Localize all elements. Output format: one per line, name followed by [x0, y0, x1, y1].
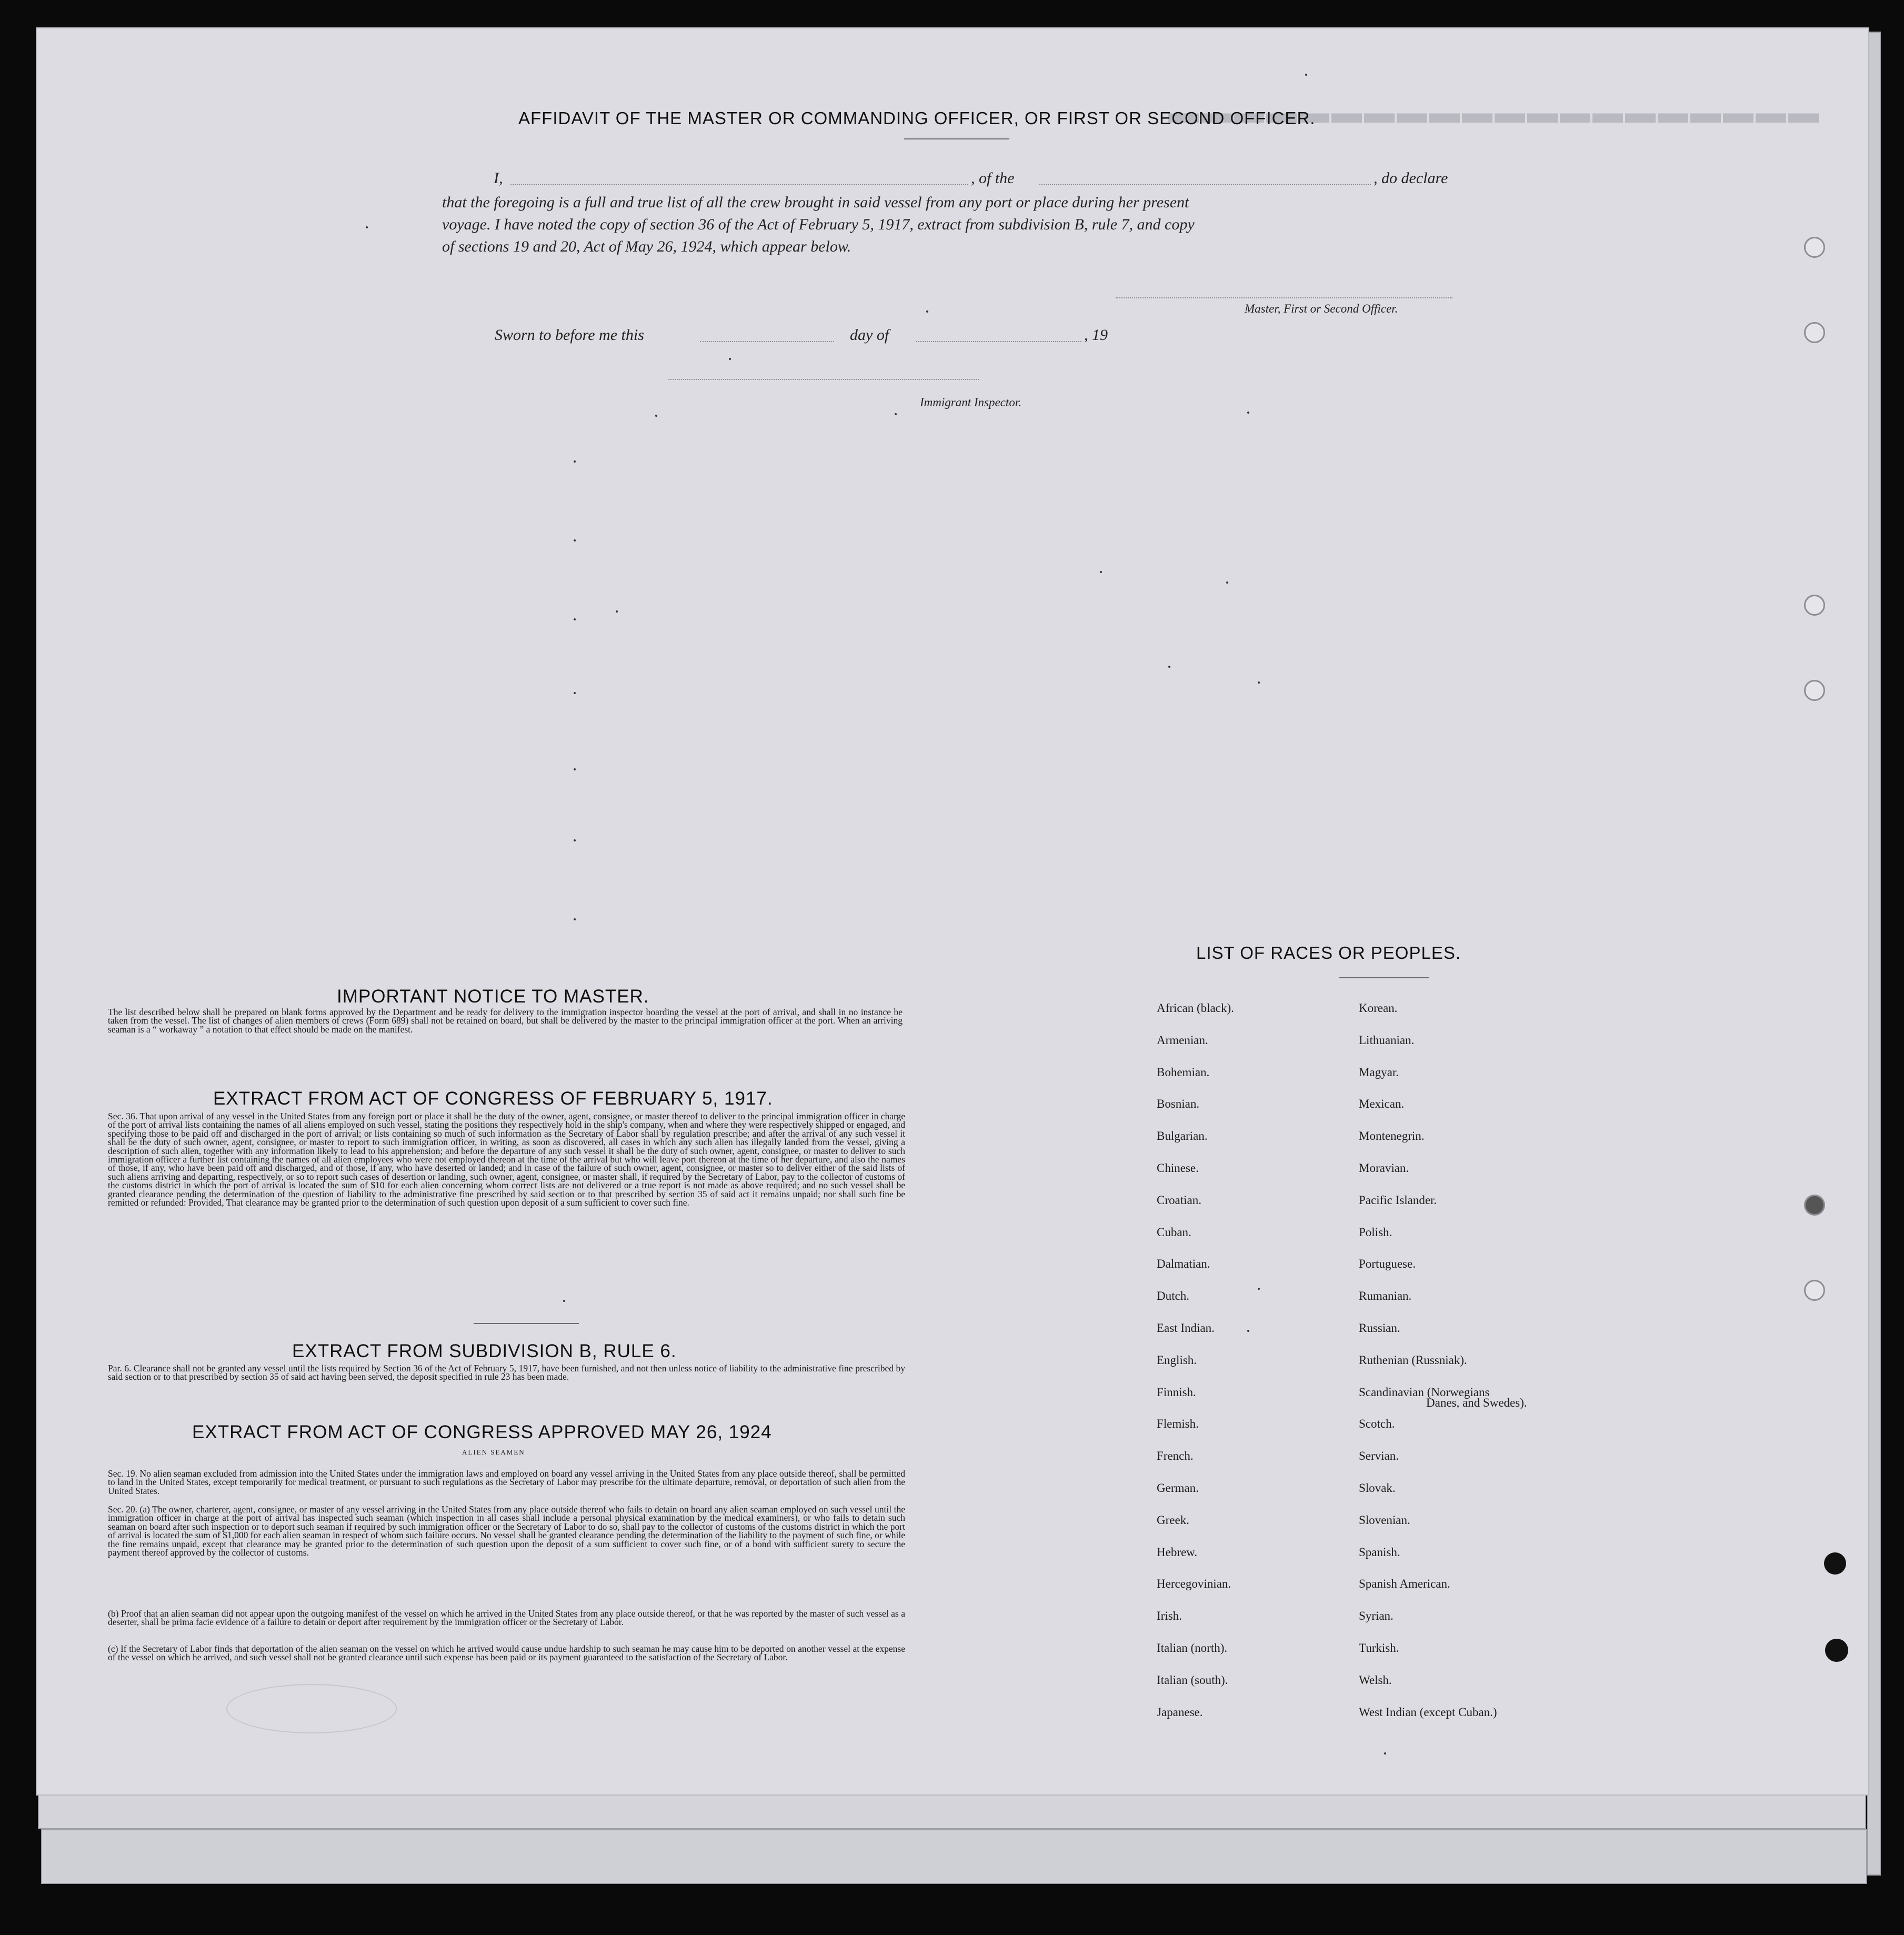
race-item: Lithuanian. — [1359, 1033, 1415, 1047]
race-item: Slovenian. — [1359, 1513, 1410, 1527]
sworn-month-blank — [916, 341, 1081, 342]
paper-speck — [1384, 1752, 1386, 1754]
race-item: African (black). — [1157, 1001, 1234, 1015]
paper-speck — [1305, 74, 1307, 76]
paper-speck — [1247, 412, 1249, 414]
race-item: Korean. — [1359, 1001, 1398, 1015]
race-item: Cuban. — [1157, 1225, 1191, 1239]
race-item: Moravian. — [1359, 1161, 1409, 1175]
notice-title: IMPORTANT NOTICE TO MASTER. — [337, 986, 649, 1007]
race-item: Dalmatian. — [1157, 1257, 1210, 1271]
punch-hole-dark — [1825, 1639, 1848, 1662]
race-item: Syrian. — [1359, 1609, 1394, 1623]
punch-hole — [1804, 1195, 1825, 1216]
name-blank — [510, 184, 968, 185]
page-stack-bottom-edge-lower — [41, 1829, 1867, 1884]
declaration-line-2: that the foregoing is a full and true list of all the crew brought in said vessel from any port or place during her present — [442, 194, 1189, 211]
extract-1924-title: EXTRACT FROM ACT OF CONGRESS APPROVED MAY 26, 1924 — [192, 1422, 772, 1442]
punch-hole — [1804, 322, 1825, 343]
race-item: Armenian. — [1157, 1033, 1208, 1047]
paper-speck — [574, 618, 576, 620]
affidavit-title: AFFIDAVIT OF THE MASTER OR COMMANDING OFFICER, OR FIRST OR SECOND OFFICER. — [518, 108, 1316, 128]
race-item: Montenegrin. — [1359, 1129, 1425, 1143]
race-item: Magyar. — [1359, 1065, 1399, 1079]
sworn-text: Sworn to before me this — [495, 326, 644, 344]
race-item: Ruthenian (Russniak). — [1359, 1353, 1467, 1367]
extract-1917-body: Sec. 36. That upon arrival of any vessel in the United States from any foreign port or place it shall be the duty of the owner, agent, consignee, or master thereof to deliver to the principal immigration officer in charge of the port of arrival lists containing the names of all aliens employed on such vessel, stating the positions they respectively hold in the ship's company, when and where they were respectively shipped or engaged, and specifying those to be paid off and discharged in the port of arrival; or lists containing so much of such information as the Secretary of Labor shall by regulation prescribe; and after the arrival of any such vessel it shall be the duty of such owner, agent, consignee, or master to report to such immigration officer, in writing, as soon as discovered, all cases in which any such alien has illegally landed from the vessel, giving a description of such alien, together with any information likely to lead to his apprehension; and before the departure of any such vessel it shall be the duty of such owner, agent, consignee, or master to deliver to such immigration officer a further list containing the names of all alien employees who were not employed thereon at the time of the arrival but who will leave port thereon at the time of her departure, and also the names of those, if any, who have been paid off and discharged, and of those, if any, who have deserted or landed; and in case of the failure of such owner, agent, consignee, or master so to deliver either of the said lists of such aliens arriving and departing, respectively, or so to report such cases of desertion or landing, such owner, agent, consignee, or master shall, if required by the Secretary of Labor, pay to the collector of customs of the customs district in which the port of arrival is located the sum of $10 for each alien concerning whom correct lists are not delivered or a true report is not made as above required; and no such vessel shall be granted clearance pending the determination of the question of liability to the administrative fine prescribed by said section or to that prescribed by section 35 of said act it remains unpaid; nor shall such fine be remitted or refunded: Provided, That clearance may be granted prior to the determination of such question upon deposit of a sum sufficient to cover such fine. — [108, 1111, 905, 1208]
race-item: Bulgarian. — [1157, 1129, 1208, 1143]
declaration-i: I, — [494, 169, 503, 187]
declaration-do-declare: , do declare — [1374, 169, 1448, 187]
paper-speck — [655, 415, 657, 417]
paper-speck — [1258, 1288, 1260, 1290]
race-item: Russian. — [1359, 1321, 1400, 1335]
sworn-year: , 19 — [1084, 326, 1108, 344]
notice-body: The list described below shall be prepared on blank forms approved by the Department and be ready for delivery to the immigration inspector boarding the vessel at the port of arrival, and shall in no instance be taken from the vessel. The list of changes of alien members of crews (Form 689) shall not be retained on board, but shall be delivered by the master to the principal immigration officer at the port. When an arriving seaman is a “ workaway ” a notation to that effect should be made on the manifest. — [108, 1007, 903, 1035]
paper-speck — [574, 460, 576, 463]
race-item: Scotch. — [1359, 1417, 1395, 1431]
sec-19-text: Sec. 19. No alien seaman excluded from admission into the United States under the immigration laws and employed on board any vessel arriving in the United States from any place outside thereof, shall be permitted to land in the United States, except temporarily for medical treatment, or pursuant to such regulations as the Secretary of Labor may prescribe for the ultimate departure, removal, or deportation of such alien from the United States. — [108, 1468, 905, 1496]
race-item: West Indian (except Cuban.) — [1359, 1705, 1497, 1719]
sworn-day-blank — [700, 341, 834, 342]
race-item: Bohemian. — [1157, 1065, 1210, 1079]
paper-speck — [366, 226, 368, 228]
paper-speck — [574, 692, 576, 694]
section-divider — [474, 1323, 579, 1324]
declaration-line-3: voyage. I have noted the copy of section 36 of the Act of February 5, 1917, extract from subdivision B, rule 7, and copy — [442, 216, 1195, 233]
paper-speck — [895, 413, 897, 415]
sec-20c-text: (c) If the Secretary of Labor finds that deportation of the alien seaman on the vessel on which he arrived would cause undue hardship to such seaman he may cause him to be deported on another vessel at the expense of the vessel on which he arrived, and such vessel shall not be granted clearance until such expense has been paid or its payment guaranteed to the satisfaction of the Secretary of Labor. — [108, 1643, 905, 1663]
race-item: Mexican. — [1359, 1097, 1405, 1111]
sworn-day-of: day of — [850, 326, 889, 344]
officer-caption: Master, First or Second Officer. — [1245, 302, 1398, 315]
race-item: Pacific Islander. — [1359, 1193, 1437, 1207]
race-item: Italian (north). — [1157, 1641, 1228, 1655]
extract-1917-title: EXTRACT FROM ACT OF CONGRESS OF FEBRUARY 5, 1917. — [213, 1088, 773, 1109]
paper-speck — [563, 1300, 565, 1302]
paper-speck — [574, 539, 576, 542]
paper-speck — [1168, 666, 1170, 668]
race-item: Hercegovinian. — [1157, 1577, 1231, 1591]
race-item: Chinese. — [1157, 1161, 1199, 1175]
extract-rule6-body: Par. 6. Clearance shall not be granted any vessel until the lists required by Section 36 of the Act of February 5, 1917, have been furnished, and not then unless notice of liability to the administrative fine prescribed by said section or to that prescribed by section 35 of said act having been served, the deposit specified in rule 23 has been made. — [108, 1363, 905, 1382]
punch-hole — [1804, 595, 1825, 616]
race-item: Welsh. — [1359, 1673, 1392, 1687]
inspector-signature-line — [668, 379, 979, 380]
sec-20b-text: (b) Proof that an alien seaman did not appear upon the outgoing manifest of the vessel on which he arrived in the United States from any place outside thereof, or that he was reported by the master of such vessel as a deserter, shall be prima facie evidence of a failure to detain or deport after requirement by the immigration officer or the Secretary of Labor. — [108, 1608, 905, 1628]
race-item: Rumanian. — [1359, 1289, 1412, 1303]
races-divider — [1339, 977, 1429, 978]
punch-hole — [1804, 680, 1825, 701]
paper-speck — [926, 310, 928, 313]
race-item: Finnish. — [1157, 1385, 1196, 1399]
paper-speck — [1247, 1330, 1249, 1332]
race-item: Portuguese. — [1359, 1257, 1416, 1271]
race-item: Italian (south). — [1157, 1673, 1228, 1687]
race-item: Turkish. — [1359, 1641, 1399, 1655]
declaration-line-4: of sections 19 and 20, Act of May 26, 1924, which appear below. — [442, 238, 851, 255]
title-divider — [904, 138, 1009, 139]
race-item: East Indian. — [1157, 1321, 1215, 1335]
race-item: Dutch. — [1157, 1289, 1189, 1303]
race-item: Spanish. — [1359, 1545, 1400, 1559]
punch-hole — [1804, 237, 1825, 258]
race-item: German. — [1157, 1481, 1199, 1495]
faint-stamp — [226, 1684, 397, 1733]
race-item: Bosnian. — [1157, 1097, 1200, 1111]
page-stack-bottom-edge — [38, 1794, 1866, 1829]
punch-hole-dark — [1824, 1552, 1846, 1575]
extract-rule6-title: EXTRACT FROM SUBDIVISION B, RULE 6. — [292, 1341, 677, 1361]
paper-speck — [574, 839, 576, 841]
race-item: Croatian. — [1157, 1193, 1201, 1207]
races-title: LIST OF RACES OR PEOPLES. — [1196, 943, 1461, 963]
paper-speck — [1226, 581, 1228, 584]
race-item: Japanese. — [1157, 1705, 1203, 1719]
officer-signature-line — [1116, 297, 1452, 298]
paper-speck — [574, 768, 576, 770]
bleed-through-header: ▬▬▬▬▬▬▬▬▬▬▬▬▬▬▬▬▬▬▬▬ — [1168, 95, 1821, 129]
race-item: English. — [1157, 1353, 1197, 1367]
race-item: Servian. — [1359, 1449, 1399, 1463]
paper-speck — [1258, 681, 1260, 684]
race-item: Greek. — [1157, 1513, 1189, 1527]
declaration-of-the: , of the — [971, 169, 1015, 187]
alien-seamen-subtitle: ALIEN SEAMEN — [462, 1448, 525, 1456]
race-item: Flemish. — [1157, 1417, 1199, 1431]
punch-hole — [1804, 1280, 1825, 1301]
paper-speck — [616, 610, 618, 613]
race-item: Scandinavian (Norwegians — [1359, 1385, 1490, 1399]
race-item: French. — [1157, 1449, 1194, 1463]
vessel-blank — [1039, 184, 1371, 185]
paper-speck — [1100, 571, 1102, 573]
paper-speck — [729, 358, 731, 360]
paper-speck — [574, 918, 576, 920]
race-item: Polish. — [1359, 1225, 1392, 1239]
race-item: Hebrew. — [1157, 1545, 1198, 1559]
race-item: Irish. — [1157, 1609, 1182, 1623]
race-item: Spanish American. — [1359, 1577, 1450, 1591]
sec-20a-text: Sec. 20. (a) The owner, charterer, agent, consignee, or master of any vessel arriving in the United States from any place outside thereof who fails to detain on board any alien seaman employed on such vessel until the immigration officer in charge at the port of arrival has inspected such seaman (which inspection in all cases shall include a personal physical examination by the medical examiners), or who fails to detain such seaman on board after such inspection or to deport such seaman if required by such immigration officer or the Secretary of Labor to do so, shall pay to the collector of customs of the customs district in which the port of arrival is located the sum of $1,000 for each alien seaman in respect of whom such failure occurs. No vessel shall be granted clearance pending the determination of the liability to the payment of such fine, or while the fine remains unpaid, except that clearance may be granted prior to the determination of such question upon the deposit of a sum sufficient to cover such fine, or of a bond with sufficient surety to secure the payment thereof approved by the collector of customs. — [108, 1504, 905, 1558]
inspector-caption: Immigrant Inspector. — [920, 396, 1021, 409]
race-item: Slovak. — [1359, 1481, 1396, 1495]
race-scandinavian-continuation: Danes, and Swedes). — [1426, 1396, 1527, 1409]
